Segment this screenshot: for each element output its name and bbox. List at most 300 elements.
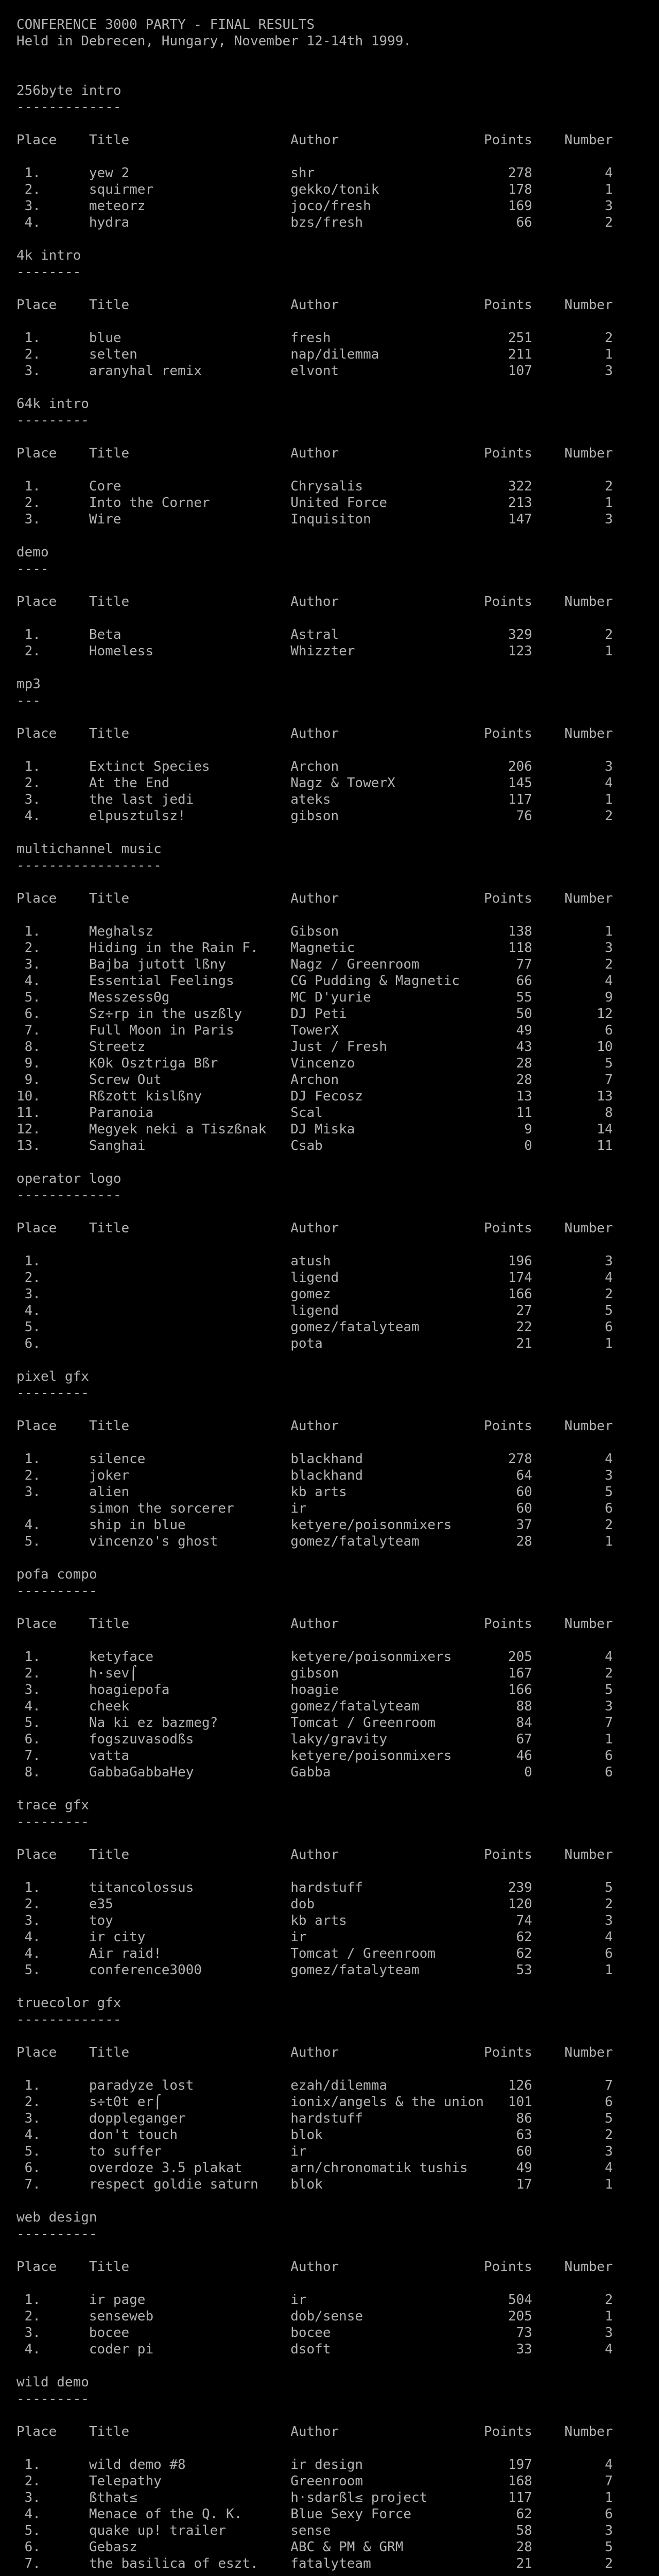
row-title: aranyhal remix [89, 363, 202, 379]
row-title: Beta [89, 627, 122, 642]
table-row [16, 1896, 659, 1912]
row-author: ligend [290, 1303, 339, 1318]
row-author: Astral [290, 627, 339, 642]
row-points: 22 [516, 1319, 532, 1335]
row-author: Blue Sexy Force [290, 2506, 412, 2522]
table-header [16, 297, 659, 313]
row-place: 1. [16, 2457, 41, 2472]
row-author: gomez/fatalyteam [290, 1534, 420, 1549]
row-points: 76 [516, 808, 532, 824]
row-number: 5 [604, 1303, 613, 1318]
row-points: 28 [516, 1534, 532, 1549]
row-title: At the End [89, 775, 170, 791]
row-author: Csab [290, 1138, 323, 1154]
row-number: 2 [604, 2556, 613, 2571]
section-title: operator logo [16, 1171, 122, 1187]
row-author: elvont [290, 363, 339, 379]
blank-line [16, 2061, 659, 2077]
row-points: 77 [516, 957, 532, 972]
column-header-points: Points [483, 1616, 532, 1632]
table-row [16, 2456, 659, 2473]
row-title: ketyface [89, 1649, 154, 1665]
row-place: 3. [16, 1913, 41, 1928]
column-header-number: Number [564, 2259, 613, 2275]
row-place: 5. [16, 990, 41, 1005]
row-title: Wire [89, 512, 122, 527]
blank-line [16, 49, 659, 66]
row-title: senseweb [89, 2309, 154, 2324]
row-number: 5 [604, 1880, 613, 1895]
blank-line [16, 528, 659, 544]
row-author: fresh [290, 330, 331, 346]
row-place: 2. [16, 643, 41, 659]
column-header-title: Title [89, 2259, 130, 2275]
blank-line [16, 1401, 659, 1418]
blank-line [16, 824, 659, 841]
row-number: 6 [604, 2506, 613, 2522]
section-rows [16, 2292, 659, 2358]
column-header-number: Number [564, 594, 613, 609]
blank-line [16, 2407, 659, 2424]
column-header-author: Author [290, 1221, 339, 1236]
table-row [16, 2522, 659, 2539]
row-points: 239 [508, 1880, 532, 1895]
row-points: 9 [524, 1122, 532, 1137]
section-rows [16, 165, 659, 231]
table-header [16, 2424, 659, 2440]
section-rows [16, 626, 659, 659]
column-header-place: Place [16, 132, 57, 148]
row-title: Na ki ez bazmeg? [89, 1715, 218, 1731]
row-title: Telepathy [89, 2473, 162, 2489]
blank-line [16, 1830, 659, 1846]
row-place: 8. [16, 1039, 41, 1055]
table-header [16, 2044, 659, 2061]
row-place: 4. [16, 1946, 41, 1961]
table-row [16, 1138, 659, 1154]
row-place: 1. [16, 330, 41, 346]
row-title: overdoze 3.5 plakat [89, 2160, 242, 2176]
section-title: 64k intro [16, 396, 89, 412]
section-rows [16, 478, 659, 528]
table-row [16, 330, 659, 346]
row-author: dsoft [290, 2342, 331, 2357]
row-place: 1. [16, 1880, 41, 1895]
row-place: 3. [16, 957, 41, 972]
row-author: kb arts [290, 1913, 347, 1928]
row-number: 4 [604, 1270, 613, 1285]
row-number: 14 [597, 1122, 613, 1137]
row-title: ship in blue [89, 1517, 186, 1533]
row-number: 2 [604, 1896, 613, 1912]
table-row [16, 1072, 659, 1088]
row-number: 5 [604, 2539, 613, 2555]
row-points: 37 [516, 1517, 532, 1533]
row-place: 2. [16, 182, 41, 197]
row-author: gomez/fatalyteam [290, 1962, 420, 1978]
row-title: the last jedi [89, 792, 194, 807]
row-title: coder pi [89, 2342, 154, 2357]
row-place: 5. [16, 1534, 41, 1549]
row-place: 4. [16, 1303, 41, 1318]
row-number: 2 [604, 479, 613, 494]
table-row [16, 1517, 659, 1533]
table-row [16, 2292, 659, 2308]
row-number: 6 [604, 1501, 613, 1516]
row-number: 6 [604, 1946, 613, 1961]
row-place: 9. [16, 1056, 41, 1071]
column-header-points: Points [483, 594, 532, 609]
row-points: 21 [516, 1336, 532, 1351]
row-place: 4. [16, 2506, 41, 2522]
row-points: 27 [516, 1303, 532, 1318]
column-header-points: Points [483, 726, 532, 741]
row-points: 62 [516, 1946, 532, 1961]
row-author: ketyere/poisonmixers [290, 1649, 452, 1665]
section-title: 256byte intro [16, 83, 122, 98]
row-points: 205 [508, 1649, 532, 1665]
row-author: Greenroom [290, 2473, 363, 2489]
blank-line [16, 1550, 659, 1566]
table-row [16, 2506, 659, 2522]
blank-line [16, 2028, 659, 2044]
table-header [16, 1418, 659, 1434]
column-header-title: Title [89, 1616, 130, 1632]
section-underline: --------- [16, 2391, 89, 2406]
column-header-number: Number [564, 891, 613, 906]
row-author: Inquisiton [290, 512, 371, 527]
table-row [16, 1039, 659, 1055]
row-place: 3. [16, 512, 41, 527]
table-row [16, 775, 659, 791]
row-number: 3 [604, 512, 613, 527]
row-place: 2. [16, 2094, 41, 2110]
row-title: alien [89, 1484, 130, 1500]
row-points: 168 [508, 2473, 532, 2489]
row-points: 33 [516, 2342, 532, 2357]
row-place: 13. [16, 1138, 41, 1154]
row-number: 4 [604, 2160, 613, 2176]
table-row [16, 1715, 659, 1731]
blank-line [16, 874, 659, 890]
table-row [16, 198, 659, 214]
row-place: 4. [16, 808, 41, 824]
row-title: silence [89, 1451, 146, 1467]
page-subtitle: Held in Debrecen, Hungary, November 12-14th 1999. [16, 33, 412, 49]
table-row [16, 1105, 659, 1121]
table-row [16, 1467, 659, 1484]
row-place: 12. [16, 1122, 41, 1137]
column-header-title: Title [89, 726, 130, 741]
table-header [16, 132, 659, 148]
table-header [16, 594, 659, 610]
column-header-place: Place [16, 1418, 57, 1434]
table-header [16, 1616, 659, 1632]
row-place: 7. [16, 1023, 41, 1038]
row-title: vincenzo's ghost [89, 1534, 218, 1549]
row-place: 5. [16, 2523, 41, 2538]
table-row [16, 1484, 659, 1500]
table-row [16, 1879, 659, 1896]
row-place: 6. [16, 1732, 41, 1747]
row-author: atush [290, 1253, 331, 1269]
row-title: Meghalsz [89, 924, 154, 939]
compo-section [16, 1995, 659, 2209]
row-title: Full Moon in Paris [89, 1023, 234, 1038]
table-row [16, 2176, 659, 2193]
table-header [16, 725, 659, 742]
row-place: 3. [16, 1484, 41, 1500]
section-underline: ---------- [16, 2226, 97, 2242]
row-author: Chrysalis [290, 479, 363, 494]
column-header-place: Place [16, 1847, 57, 1862]
row-place: 1. [16, 627, 41, 642]
column-header-author: Author [290, 297, 339, 313]
row-points: 62 [516, 2506, 532, 2522]
row-title: Hiding in the Rain F. [89, 940, 258, 956]
row-number: 1 [604, 1534, 613, 1549]
row-place: 1. [16, 924, 41, 939]
section-underline: ---- [16, 561, 49, 577]
row-points: 322 [508, 479, 532, 494]
blank-line [16, 1599, 659, 1616]
row-author: Gibson [290, 924, 339, 939]
row-points: 123 [508, 643, 532, 659]
row-author: h·sdarßl≤ project [290, 2490, 428, 2505]
row-title: Air raid! [89, 1946, 162, 1961]
table-row [16, 1022, 659, 1039]
row-place: 9. [16, 1072, 41, 1088]
blank-line [16, 1204, 659, 1220]
table-row [16, 1731, 659, 1748]
row-number: 4 [604, 1451, 613, 1467]
row-points: 206 [508, 759, 532, 774]
row-title: Bajba jutott lßny [89, 957, 226, 972]
row-points: 213 [508, 495, 532, 511]
blank-line [16, 1863, 659, 1879]
row-author: bzs/fresh [290, 215, 363, 230]
table-row [16, 758, 659, 775]
compo-section [16, 247, 659, 396]
section-title: 4k intro [16, 248, 81, 263]
table-row [16, 1682, 659, 1698]
row-author: sense [290, 2523, 331, 2538]
row-title: doppleganger [89, 2111, 186, 2126]
column-header-place: Place [16, 2045, 57, 2060]
section-rows [16, 1879, 659, 1978]
row-title: Megyek neki a Tiszßnak [89, 1122, 267, 1137]
row-author: Whizzter [290, 643, 355, 659]
table-row [16, 1319, 659, 1335]
column-header-author: Author [290, 726, 339, 741]
column-header-number: Number [564, 2045, 613, 2060]
table-row [16, 1649, 659, 1665]
row-author: Tomcat / Greenroom [290, 1946, 436, 1961]
column-header-author: Author [290, 2259, 339, 2275]
table-row [16, 2160, 659, 2176]
row-points: 46 [516, 1748, 532, 1764]
row-points: 126 [508, 2078, 532, 2093]
row-author: kb arts [290, 1484, 347, 1500]
table-row [16, 1302, 659, 1319]
row-place: 3. [16, 1286, 41, 1302]
row-place: 1. [16, 1649, 41, 1665]
row-place: 3. [16, 2111, 41, 2126]
blank-line [16, 313, 659, 330]
table-row [16, 478, 659, 495]
row-author: blok [290, 2127, 323, 2143]
section-underline: --------- [16, 413, 89, 428]
table-row [16, 1253, 659, 1269]
row-number: 3 [604, 198, 613, 214]
row-author: blackhand [290, 1451, 363, 1467]
compo-section [16, 676, 659, 841]
row-number: 4 [604, 1929, 613, 1945]
column-header-title: Title [89, 1847, 130, 1862]
row-number: 1 [604, 1962, 613, 1978]
column-header-author: Author [290, 132, 339, 148]
blank-line [16, 907, 659, 923]
row-title: GabbaGabbaHey [89, 1765, 194, 1780]
row-place: 3. [16, 792, 41, 807]
row-number: 2 [604, 1517, 613, 1533]
row-place: 2. [16, 1896, 41, 1912]
blank-line [16, 742, 659, 758]
row-place: 1. [16, 165, 41, 181]
table-row [16, 214, 659, 231]
column-header-title: Title [89, 2045, 130, 2060]
row-points: 278 [508, 1451, 532, 1467]
blank-line [16, 610, 659, 626]
row-title: respect goldie saturn [89, 2177, 258, 2192]
row-title: ir page [89, 2292, 146, 2308]
row-title: fogszuvasodßs [89, 1732, 194, 1747]
row-title: Into the Corner [89, 495, 210, 511]
column-header-author: Author [290, 2424, 339, 2439]
row-title: wild demo #8 [89, 2457, 186, 2472]
section-underline: --------- [16, 1385, 89, 1401]
row-place: 1. [16, 1253, 41, 1269]
table-row [16, 2094, 659, 2110]
row-points: 13 [516, 1089, 532, 1104]
compo-section [16, 841, 659, 1171]
row-number: 1 [604, 495, 613, 511]
compo-section [16, 544, 659, 676]
row-number: 6 [604, 1319, 613, 1335]
row-number: 2 [604, 1666, 613, 1681]
row-points: 64 [516, 1468, 532, 1483]
table-row [16, 1533, 659, 1550]
row-place: 7. [16, 2556, 41, 2571]
table-row [16, 2127, 659, 2143]
table-row [16, 2473, 659, 2489]
row-points: 504 [508, 2292, 532, 2308]
row-author: pota [290, 1336, 323, 1351]
row-points: 73 [516, 2325, 532, 2341]
row-place: 6. [16, 2539, 41, 2555]
row-place: 3. [16, 1682, 41, 1698]
row-author: ir [290, 2144, 307, 2159]
row-author: ir [290, 2292, 307, 2308]
blank-line [16, 2572, 659, 2576]
table-row [16, 1121, 659, 1138]
row-place: 4. [16, 1699, 41, 1714]
row-points: 0 [524, 1765, 532, 1780]
section-underline: ------------------ [16, 858, 162, 873]
table-row [16, 346, 659, 363]
row-points: 49 [516, 2160, 532, 2176]
row-points: 28 [516, 2539, 532, 2555]
section-underline: ---------- [16, 1583, 97, 1599]
table-row [16, 2143, 659, 2160]
row-title: vatta [89, 1748, 130, 1764]
row-place: 8. [16, 1765, 41, 1780]
row-title: blue [89, 330, 122, 346]
row-author: gomez/fatalyteam [290, 1699, 420, 1714]
column-header-points: Points [483, 446, 532, 461]
row-title: ir city [89, 1929, 146, 1945]
column-header-points: Points [483, 1418, 532, 1434]
row-author: gibson [290, 808, 339, 824]
row-number: 1 [604, 1732, 613, 1747]
table-row [16, 973, 659, 989]
row-author: Nagz & TowerX [290, 775, 395, 791]
row-title: Paranoia [89, 1105, 154, 1121]
column-header-title: Title [89, 1221, 130, 1236]
table-row [16, 2077, 659, 2094]
row-points: 197 [508, 2457, 532, 2472]
results-sections [16, 82, 659, 2576]
compo-section [16, 396, 659, 544]
column-header-title: Title [89, 2424, 130, 2439]
row-place: 3. [16, 2325, 41, 2341]
row-number: 3 [604, 759, 613, 774]
row-points: 60 [516, 1501, 532, 1516]
table-row [16, 1945, 659, 1962]
row-place: 5. [16, 2144, 41, 2159]
row-number: 4 [604, 165, 613, 181]
section-underline: --- [16, 693, 41, 708]
blank-line [16, 1978, 659, 1995]
row-title: Core [89, 479, 122, 494]
table-row [16, 1006, 659, 1022]
column-header-place: Place [16, 891, 57, 906]
row-author: blackhand [290, 1468, 363, 1483]
section-title: mp3 [16, 676, 41, 692]
row-author: fatalyteam [290, 2556, 371, 2571]
row-number: 4 [604, 775, 613, 791]
row-points: 62 [516, 1929, 532, 1945]
blank-line [16, 231, 659, 247]
row-points: 178 [508, 182, 532, 197]
row-number: 2 [604, 2127, 613, 2143]
blank-line [16, 115, 659, 132]
row-author: Gabba [290, 1765, 331, 1780]
blank-line [16, 379, 659, 396]
row-points: 55 [516, 990, 532, 1005]
row-author: Archon [290, 1072, 339, 1088]
row-title: conference3000 [89, 1962, 202, 1978]
row-number: 7 [604, 2078, 613, 2093]
blank-line [16, 1154, 659, 1171]
table-header [16, 1846, 659, 1863]
row-author: Scal [290, 1105, 323, 1121]
column-header-author: Author [290, 1418, 339, 1434]
row-title: squirmer [89, 182, 154, 197]
section-rows [16, 330, 659, 379]
row-place: 4. [16, 215, 41, 230]
row-number: 5 [604, 2111, 613, 2126]
